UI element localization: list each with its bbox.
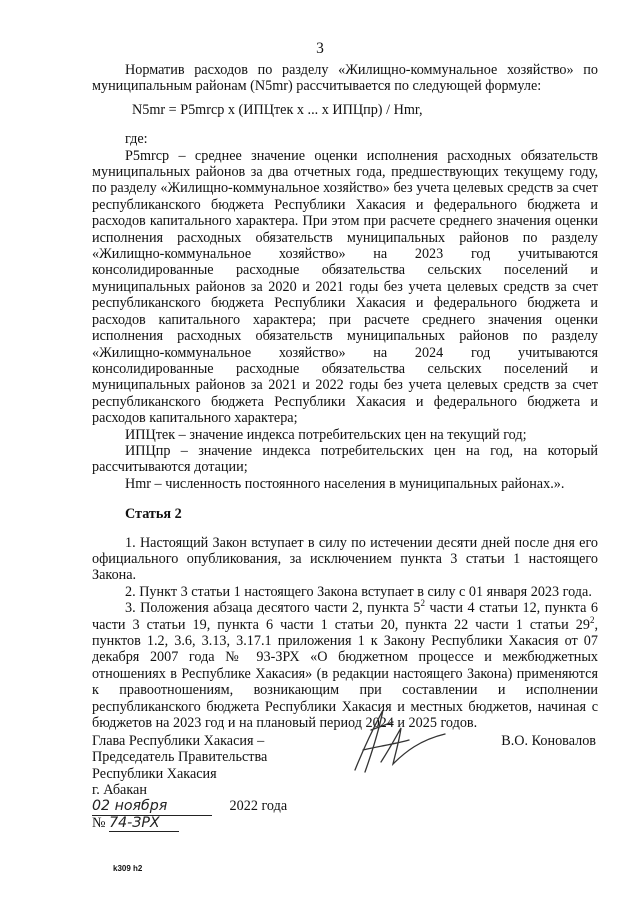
signatory-block	[92, 733, 267, 782]
number-row	[92, 815, 352, 831]
item3-superscript-2: 2	[589, 614, 595, 625]
signatory-line-3: Республики Хакасия	[92, 765, 217, 782]
definition-hmr: Hmr – численность постоянного населения в муниципальных районах.».	[125, 475, 565, 492]
number-prefix: №	[92, 814, 106, 831]
city: г. Абакан	[92, 782, 147, 798]
article-item-2: 2. Пункт 3 статьи 1 настоящего Закона вступает в силу с 01 января 2023 года.	[125, 583, 592, 600]
signatory-line-2: Председатель Правительства	[92, 749, 268, 766]
article-item-1: 1. Настоящий Закон вступает в силу по истечении десяти дней после дня его официального опубликования, за исключением пункта 3 статьи 1 настоящего Закона.	[92, 534, 598, 584]
signatory-name: В.О. Коновалов	[501, 733, 596, 749]
number-handwritten: 74-ЗРХ	[109, 815, 179, 832]
definition-p5mrsr: P5mrср – среднее значение оценки исполнения расходных обязательств муниципальных районов за два отчетных года, предшествующих текущему году, по разделу «Жилищно-коммунальное хозяйство» без учета целевых средств за счет республиканского бюджета Республики Хакасия и федерального бюджета и расходов капитального характера. При этом при расчете среднего значения оценки исполнения расходных обязательств муниципальных районов по разделу «Жилищно-коммунальное хозяйство» на 2023 год учитываются консолидированные расходные обязательства сельских поселений и муниципальных районов за 2020 и 2021 годы без учета целевых средств за счет республиканского бюджета Республики Хакасия и федерального бюджета и расходов капитального характера; при расчете среднего значения оценки исполнения расходных обязательств муниципальных районов по разделу «Жилищно-коммунальное хозяйство» на 2024 год учитываются консолидированные расходные обязательства сельских поселений и муниципальных районов за 2021 и 2022 годы без учета целевых средств за счет республиканского бюджета Республики Хакасия и федерального бюджета и расходов капитального характера;	[92, 147, 598, 427]
item3-superscript-1: 2	[420, 598, 425, 609]
year-label: 2022 года	[229, 798, 288, 815]
formula: N5mr = P5mrср х (ИПЦтек х ... х ИПЦпр) / Hmr,	[132, 101, 423, 118]
definition-ipc-pr: ИПЦпр – значение индекса потребительских цен на год, на который рассчитываются дотации;	[92, 442, 598, 476]
page-number: 3	[316, 40, 324, 57]
item3-text-b: части 4 статьи 12, пункта 6 части 3 статьи 19, пункта 6 части 1 статьи 20, пункта 22 части 1 статьи 29	[92, 600, 599, 633]
definition-ipc-tek: ИПЦтек – значение индекса потребительских цен на текущий год;	[125, 426, 527, 443]
date-handwritten: 02 ноября	[92, 798, 212, 815]
date-row	[92, 798, 352, 814]
place-date-block	[92, 782, 352, 831]
item3-text-a: 3. Положения абзаца десятого части 2, пункта 5	[125, 600, 421, 617]
item3-text-c: , пунктов 1.2, 3.6, 3.13, 3.17.1 приложения 1 к Закону Республики Хакасия от 07 декабря 2007 года № 93-ЗРХ «О бюджетном процессе и межбюджетных отношениях в Республике Хакасия» (в редакции настоящего Закона) применяются к правоотношениям, возникающим при составлении и исполнении республиканского бюджета Республики Хакасия и местных бюджетов, начиная с бюджетов на 2023 год и на плановый период 2024 и 2025 годов.	[92, 616, 598, 732]
handwritten-signature	[335, 700, 465, 780]
signatory-line-1: Глава Республики Хакасия –	[92, 733, 265, 749]
where-label: где:	[125, 131, 148, 148]
footer-code: k309 h2	[113, 864, 143, 873]
intro-paragraph: Норматив расходов по разделу «Жилищно-коммунальное хозяйство» по муниципальным районам (N5mr) рассчитывается по следующей формуле:	[92, 62, 598, 95]
article-heading: Статья 2	[125, 506, 182, 523]
document-body	[92, 62, 598, 731]
